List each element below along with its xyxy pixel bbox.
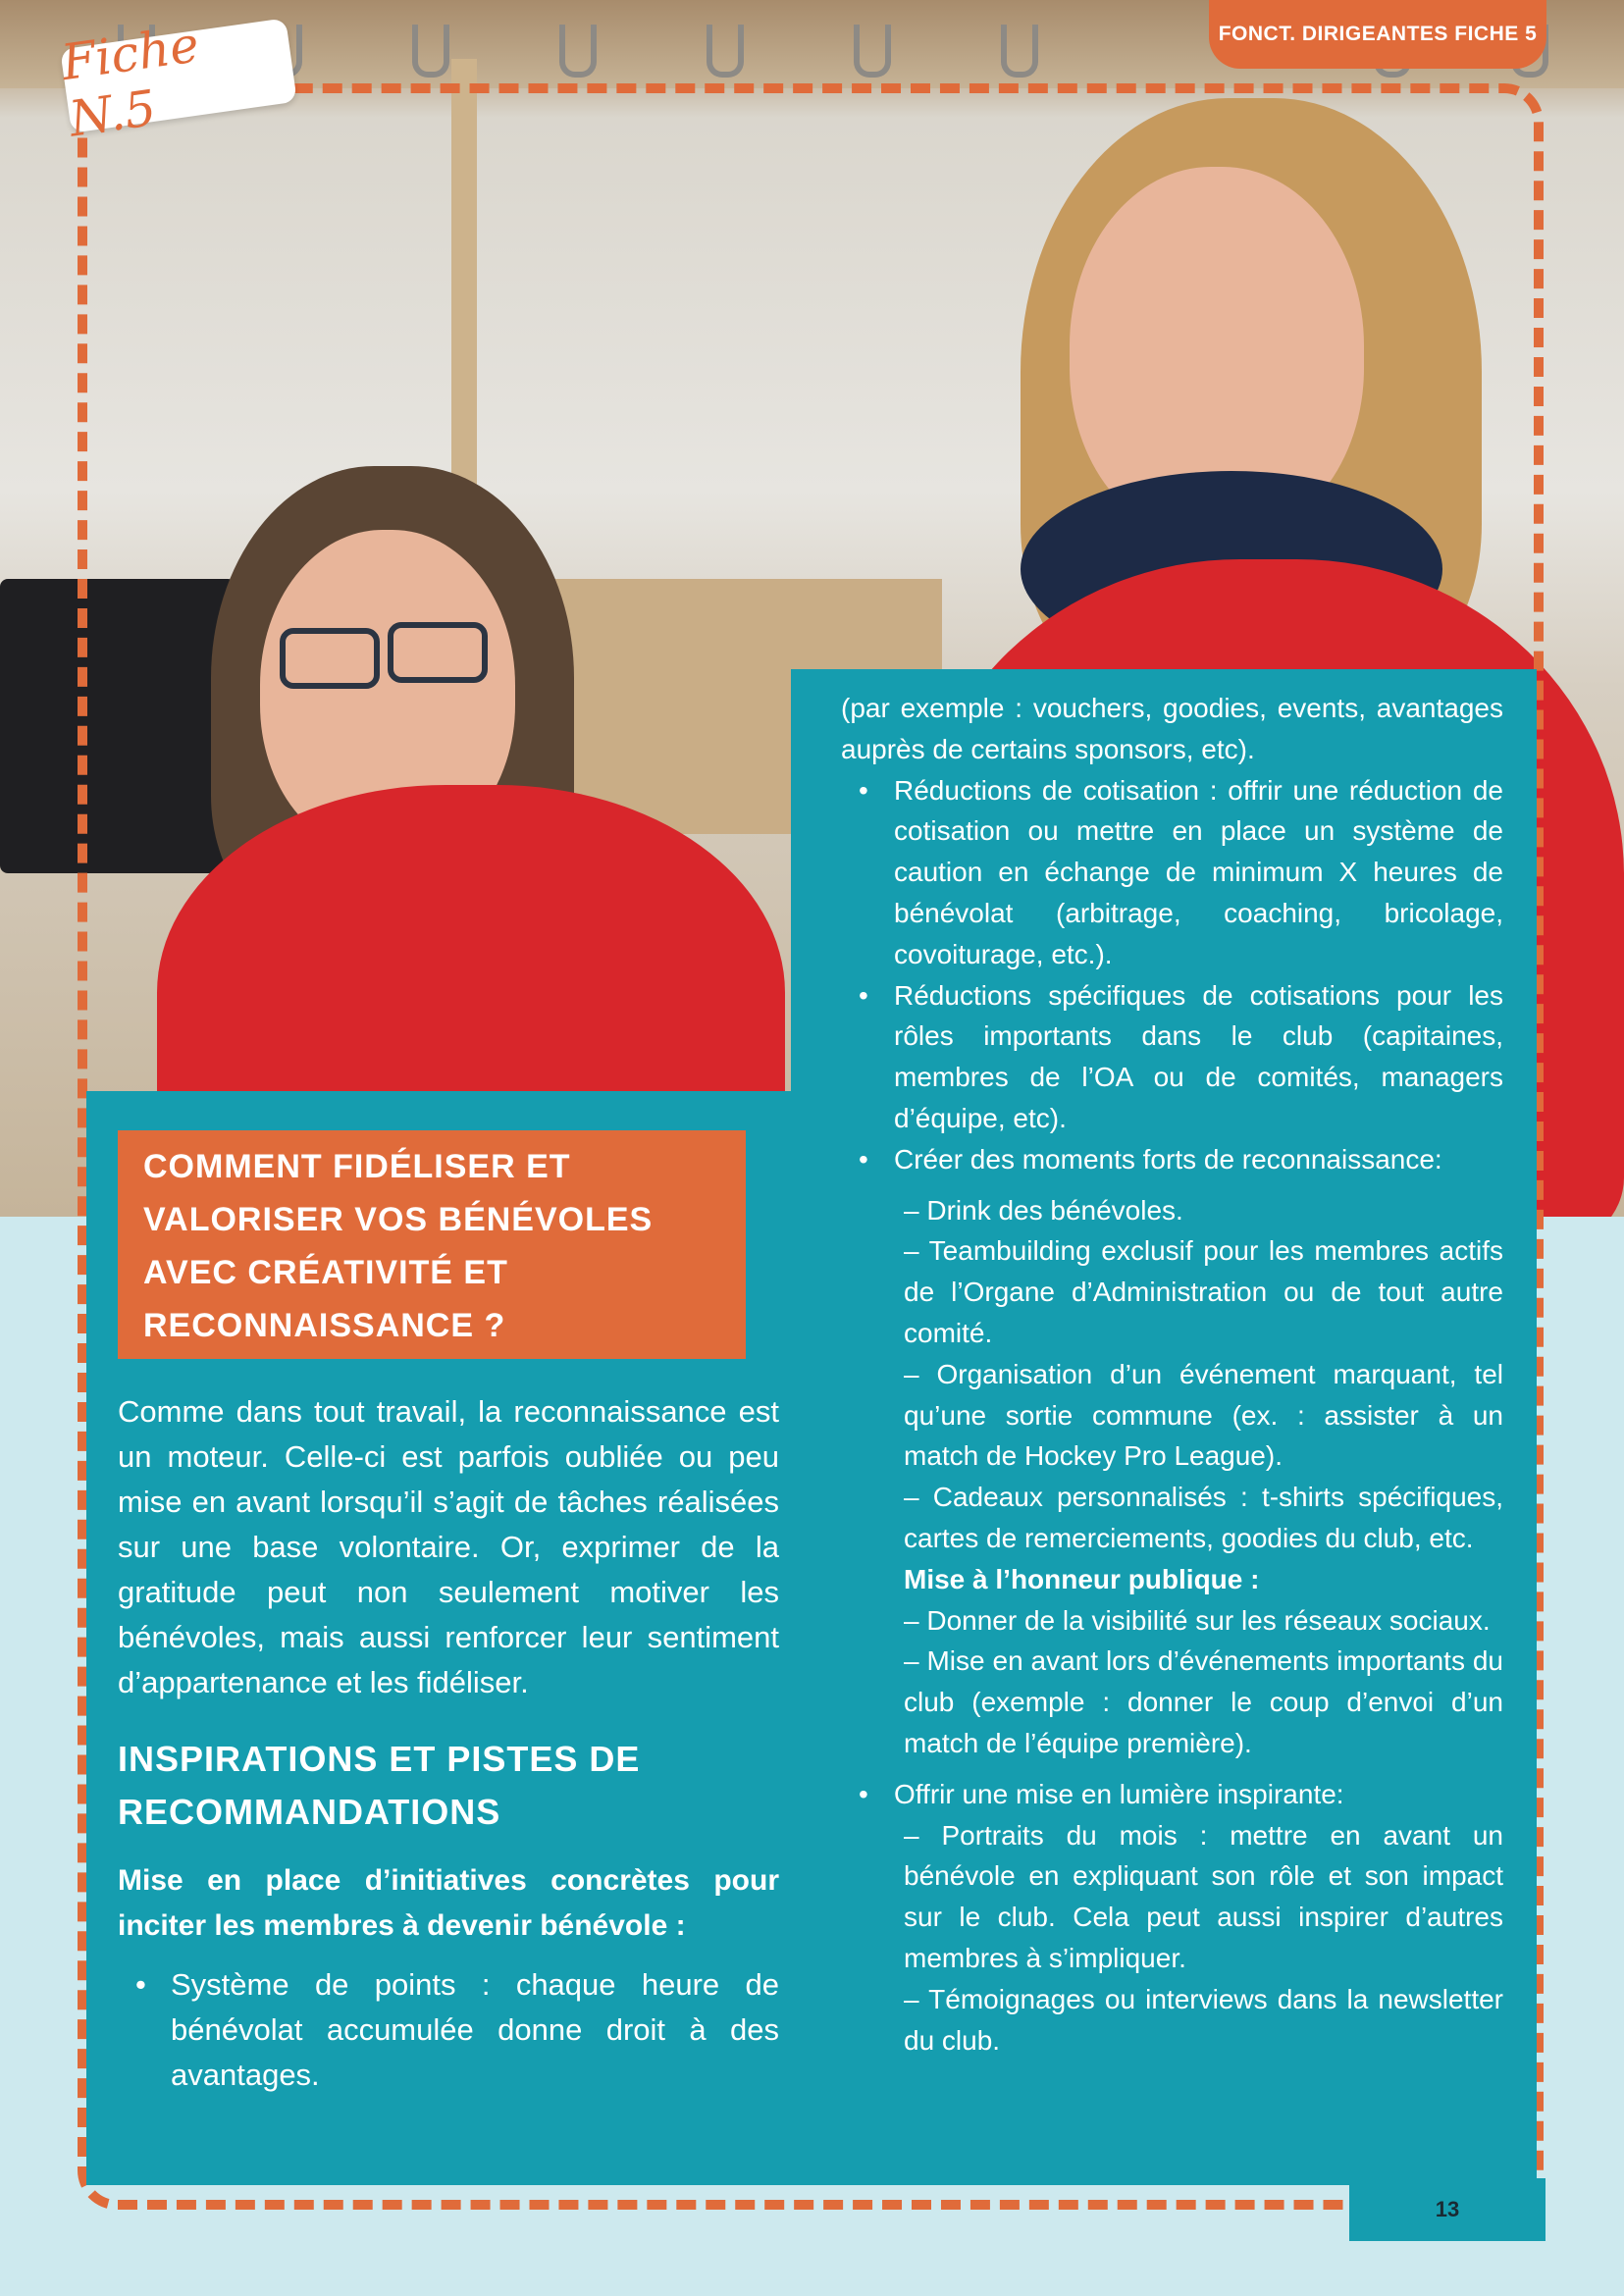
sub-item: – Cadeaux personnalisés : t-shirts spécifiques, cartes de remerciements, goodies du club, etc.: [904, 1482, 1503, 1553]
list-item: • Offrir une mise en lumière inspirante:: [841, 1774, 1503, 1815]
heading-line: AVEC CRÉATIVITÉ ET: [143, 1254, 508, 1291]
heading-line: COMMENT FIDÉLISER ET: [143, 1148, 571, 1185]
section-tag: FONCT. DIRIGEANTES FICHE 5: [1209, 0, 1546, 69]
heading-line: VALORISER VOS BÉNÉVOLES: [143, 1201, 654, 1238]
fiche-badge-label: Fiche N.5: [58, 16, 203, 148]
section-heading: INSPIRATIONS ET PISTES DE RECOMMANDATIONS: [118, 1739, 641, 1832]
sub-item: – Drink des bénévoles.: [904, 1194, 1183, 1226]
coat-hook: [559, 25, 597, 78]
coat-hook: [854, 25, 891, 78]
sub-item: – Témoignages ou interviews dans la newsletter du club.: [904, 1983, 1503, 2056]
right-column: [841, 688, 1503, 2061]
sub-item: – Organisation d’un événement marquant, tel qu’une sortie commune (ex. : assister à un match de Hockey Pro League).: [904, 1358, 1503, 1472]
lead-paragraph: Mise en place d’initiatives concrètes pour inciter les membres à devenir bénévole :: [118, 1864, 779, 1942]
list-item: • Réductions de cotisation : offrir une réduction de cotisation ou mettre en place un système de caution en échange de minimum X heures de bénévolat (arbitrage, coaching, bricolage, covoiturage, etc.).: [841, 770, 1503, 975]
left-column: [118, 1389, 779, 2098]
list-item: • Système de points : chaque heure de bénévolat accumulée donne droit à des avantages.: [118, 1962, 779, 2098]
list-item: • Réductions spécifiques de cotisations pour les rôles importants dans le club (capitaines, membres de l’OA ou de comités, managers d’équipe, etc).: [841, 975, 1503, 1139]
sub-heading: Mise à l’honneur publique :: [904, 1563, 1260, 1594]
main-heading: [118, 1130, 746, 1359]
page-number: 13: [1435, 2197, 1460, 2221]
sub-item: – Mise en avant lors d’événements importants du club (exemple : donner le coup d’envoi d’un match de l’équipe première).: [904, 1645, 1503, 1758]
coat-hook: [412, 25, 449, 78]
heading-line: RECONNAISSANCE ?: [143, 1307, 506, 1344]
sub-item: – Portraits du mois : mettre en avant un bénévole en expliquant son rôle et son impact sur le club. Cela peut aussi inspirer d’autres membres à s’impliquer.: [904, 1819, 1503, 1973]
fiche-badge: [58, 16, 297, 148]
intro-paragraph: Comme dans tout travail, la reconnaissance est un moteur. Celle-ci est parfois oubliée ou peu mise en avant lorsqu’il s’agit de tâches réalisées sur une base volontaire. Or, exprimer de la gratitude peut non seulement motiver les bénévoles, mais aussi renforcer leur sentiment d’appartenance et les fidéliser.: [118, 1394, 779, 1699]
sub-item: – Donner de la visibilité sur les réseaux sociaux.: [904, 1604, 1491, 1636]
coat-hook: [1001, 25, 1038, 78]
continuation-paragraph: (par exemple : vouchers, goodies, events, avantages auprès de certains sponsors, etc).: [841, 693, 1503, 764]
sub-item: – Teambuilding exclusif pour les membres actifs de l’Organe d’Administration ou de tout autre comité.: [904, 1235, 1503, 1348]
list-item: • Créer des moments forts de reconnaissance:: [841, 1139, 1503, 1180]
page-number-box: [1349, 2178, 1545, 2241]
coat-hook: [707, 25, 744, 78]
